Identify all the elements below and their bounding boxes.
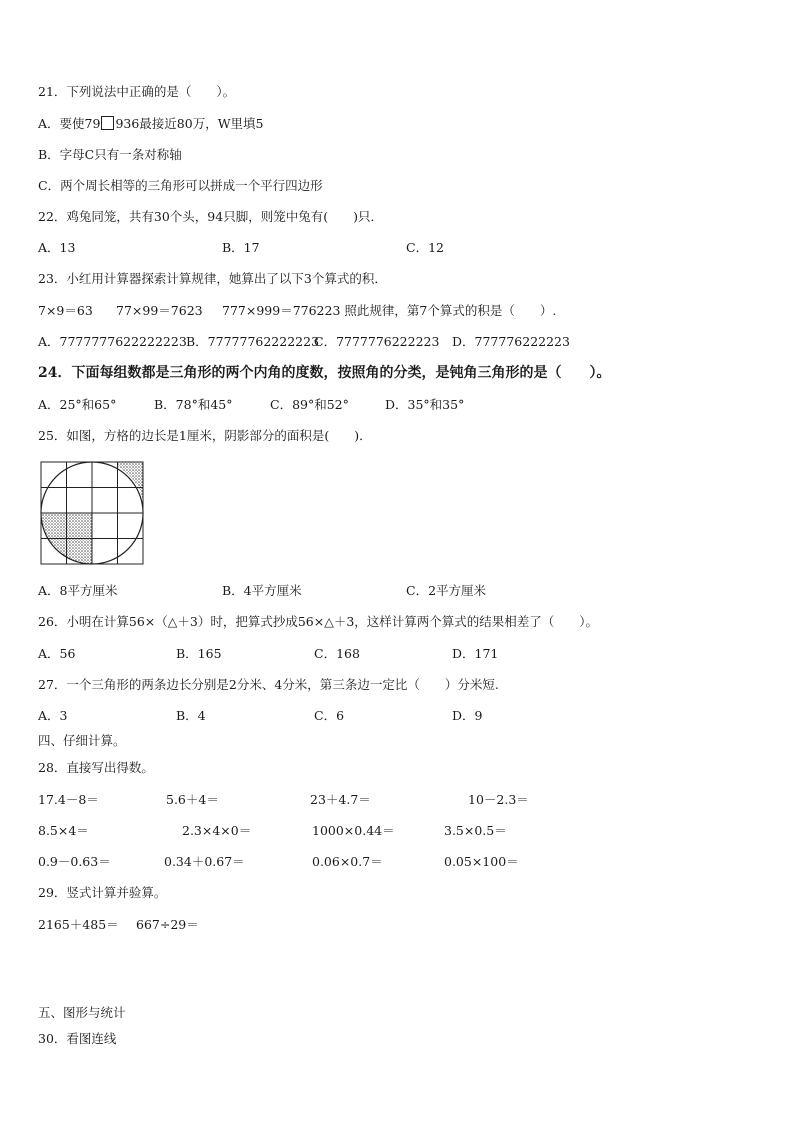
q24-option-a: A．25°和65° — [38, 397, 117, 412]
section-5-heading: 五、图形与统计 — [38, 1005, 126, 1020]
q28-item: 3.5×0.5＝ — [444, 823, 507, 838]
q27-option-a: A．3 — [38, 708, 68, 723]
q28-item: 10－2.3＝ — [468, 792, 529, 807]
grid-circle-figure — [39, 460, 147, 566]
q27-option-b: B．4 — [176, 708, 206, 723]
q28-item: 23＋4.7＝ — [310, 792, 371, 807]
q28-item: 0.9－0.63＝ — [38, 854, 111, 869]
q25-option-c: C．2平方厘米 — [406, 583, 487, 598]
section-4-heading: 四、仔细计算。 — [38, 733, 126, 748]
q21-stem: 21．下列说法中正确的是（ ）。 — [38, 84, 236, 99]
q23-formula-1: 7×9＝63 — [38, 303, 93, 318]
q26-stem: 26．小明在计算56×（△＋3）时，把算式抄成56×△＋3，这样计算两个算式的结果相差了（ ）。 — [38, 614, 599, 629]
q24-option-d: D．35°和35° — [385, 397, 465, 412]
q24-stem: 24．下面每组数都是三角形的两个内角的度数，按照角的分类，是钝角三角形的是（ ）。 — [38, 365, 611, 381]
q27-stem: 27．一个三角形的两条边长分别是2分米、4分米，第三条边一定比（ ）分米短. — [38, 677, 499, 692]
q23-option-d: D．777776222223 — [452, 334, 570, 349]
q23-option-b: B．77777762222223 — [186, 334, 320, 349]
q21-option-b: B．字母C只有一条对称轴 — [38, 147, 182, 162]
q26-option-a: A．56 — [38, 646, 76, 661]
q30-stem: 30．看图连线 — [38, 1031, 117, 1046]
q26-option-d: D．171 — [452, 646, 499, 661]
q27-option-d: D．9 — [452, 708, 483, 723]
q21-option-c: C．两个周长相等的三角形可以拼成一个平行四边形 — [38, 178, 323, 193]
q22-option-a: A．13 — [38, 240, 76, 255]
q23-formula-2: 77×99＝7623 — [116, 303, 203, 318]
q21-option-a-prefix: A．要使79 — [38, 116, 101, 131]
q28-item: 2.3×4×0＝ — [182, 823, 252, 838]
q28-item: 0.06×0.7＝ — [312, 854, 383, 869]
q28-item: 0.34＋0.67＝ — [164, 854, 245, 869]
q25-stem: 25．如图，方格的边长是1厘米，阴影部分的面积是( )． — [38, 428, 372, 443]
q28-item: 1000×0.44＝ — [312, 823, 395, 838]
q23-option-c: C．7777776222223 — [314, 334, 440, 349]
q26-option-c: C．168 — [314, 646, 360, 661]
q24-option-b: B．78°和45° — [154, 397, 233, 412]
q22-stem: 22．鸡兔同笼，共有30个头，94只脚，则笼中兔有( )只． — [38, 209, 383, 224]
q29-item: 667÷29＝ — [136, 917, 199, 932]
q29-stem: 29．竖式计算并验算。 — [38, 885, 167, 900]
q22-option-b: B．17 — [222, 240, 260, 255]
q26-option-b: B．165 — [176, 646, 222, 661]
q21-option-a-suffix: 936最接近80万，W里填5 — [115, 116, 264, 131]
q28-item: 0.05×100＝ — [444, 854, 519, 869]
q24-option-c: C．89°和52° — [270, 397, 349, 412]
q23-option-a: A．7777777622222223 — [38, 334, 187, 349]
q29-item: 2165＋485＝ — [38, 917, 119, 932]
q28-item: 5.6＋4＝ — [166, 792, 219, 807]
q21-option-a — [38, 116, 264, 132]
blank-box — [101, 116, 114, 130]
q27-option-c: C．6 — [314, 708, 345, 723]
q22-option-c: C．12 — [406, 240, 444, 255]
q25-option-a: A．8平方厘米 — [38, 583, 118, 598]
q28-item: 17.4－8＝ — [38, 792, 99, 807]
q28-item: 8.5×4＝ — [38, 823, 89, 838]
q23-stem: 23．小红用计算器探索计算规律，她算出了以下3个算式的积． — [38, 271, 387, 286]
q25-option-b: B．4平方厘米 — [222, 583, 302, 598]
q28-stem: 28．直接写出得数。 — [38, 760, 154, 775]
q23-formula-3: 777×999＝776223 照此规律，第7个算式的积是（ ）. — [222, 303, 557, 318]
